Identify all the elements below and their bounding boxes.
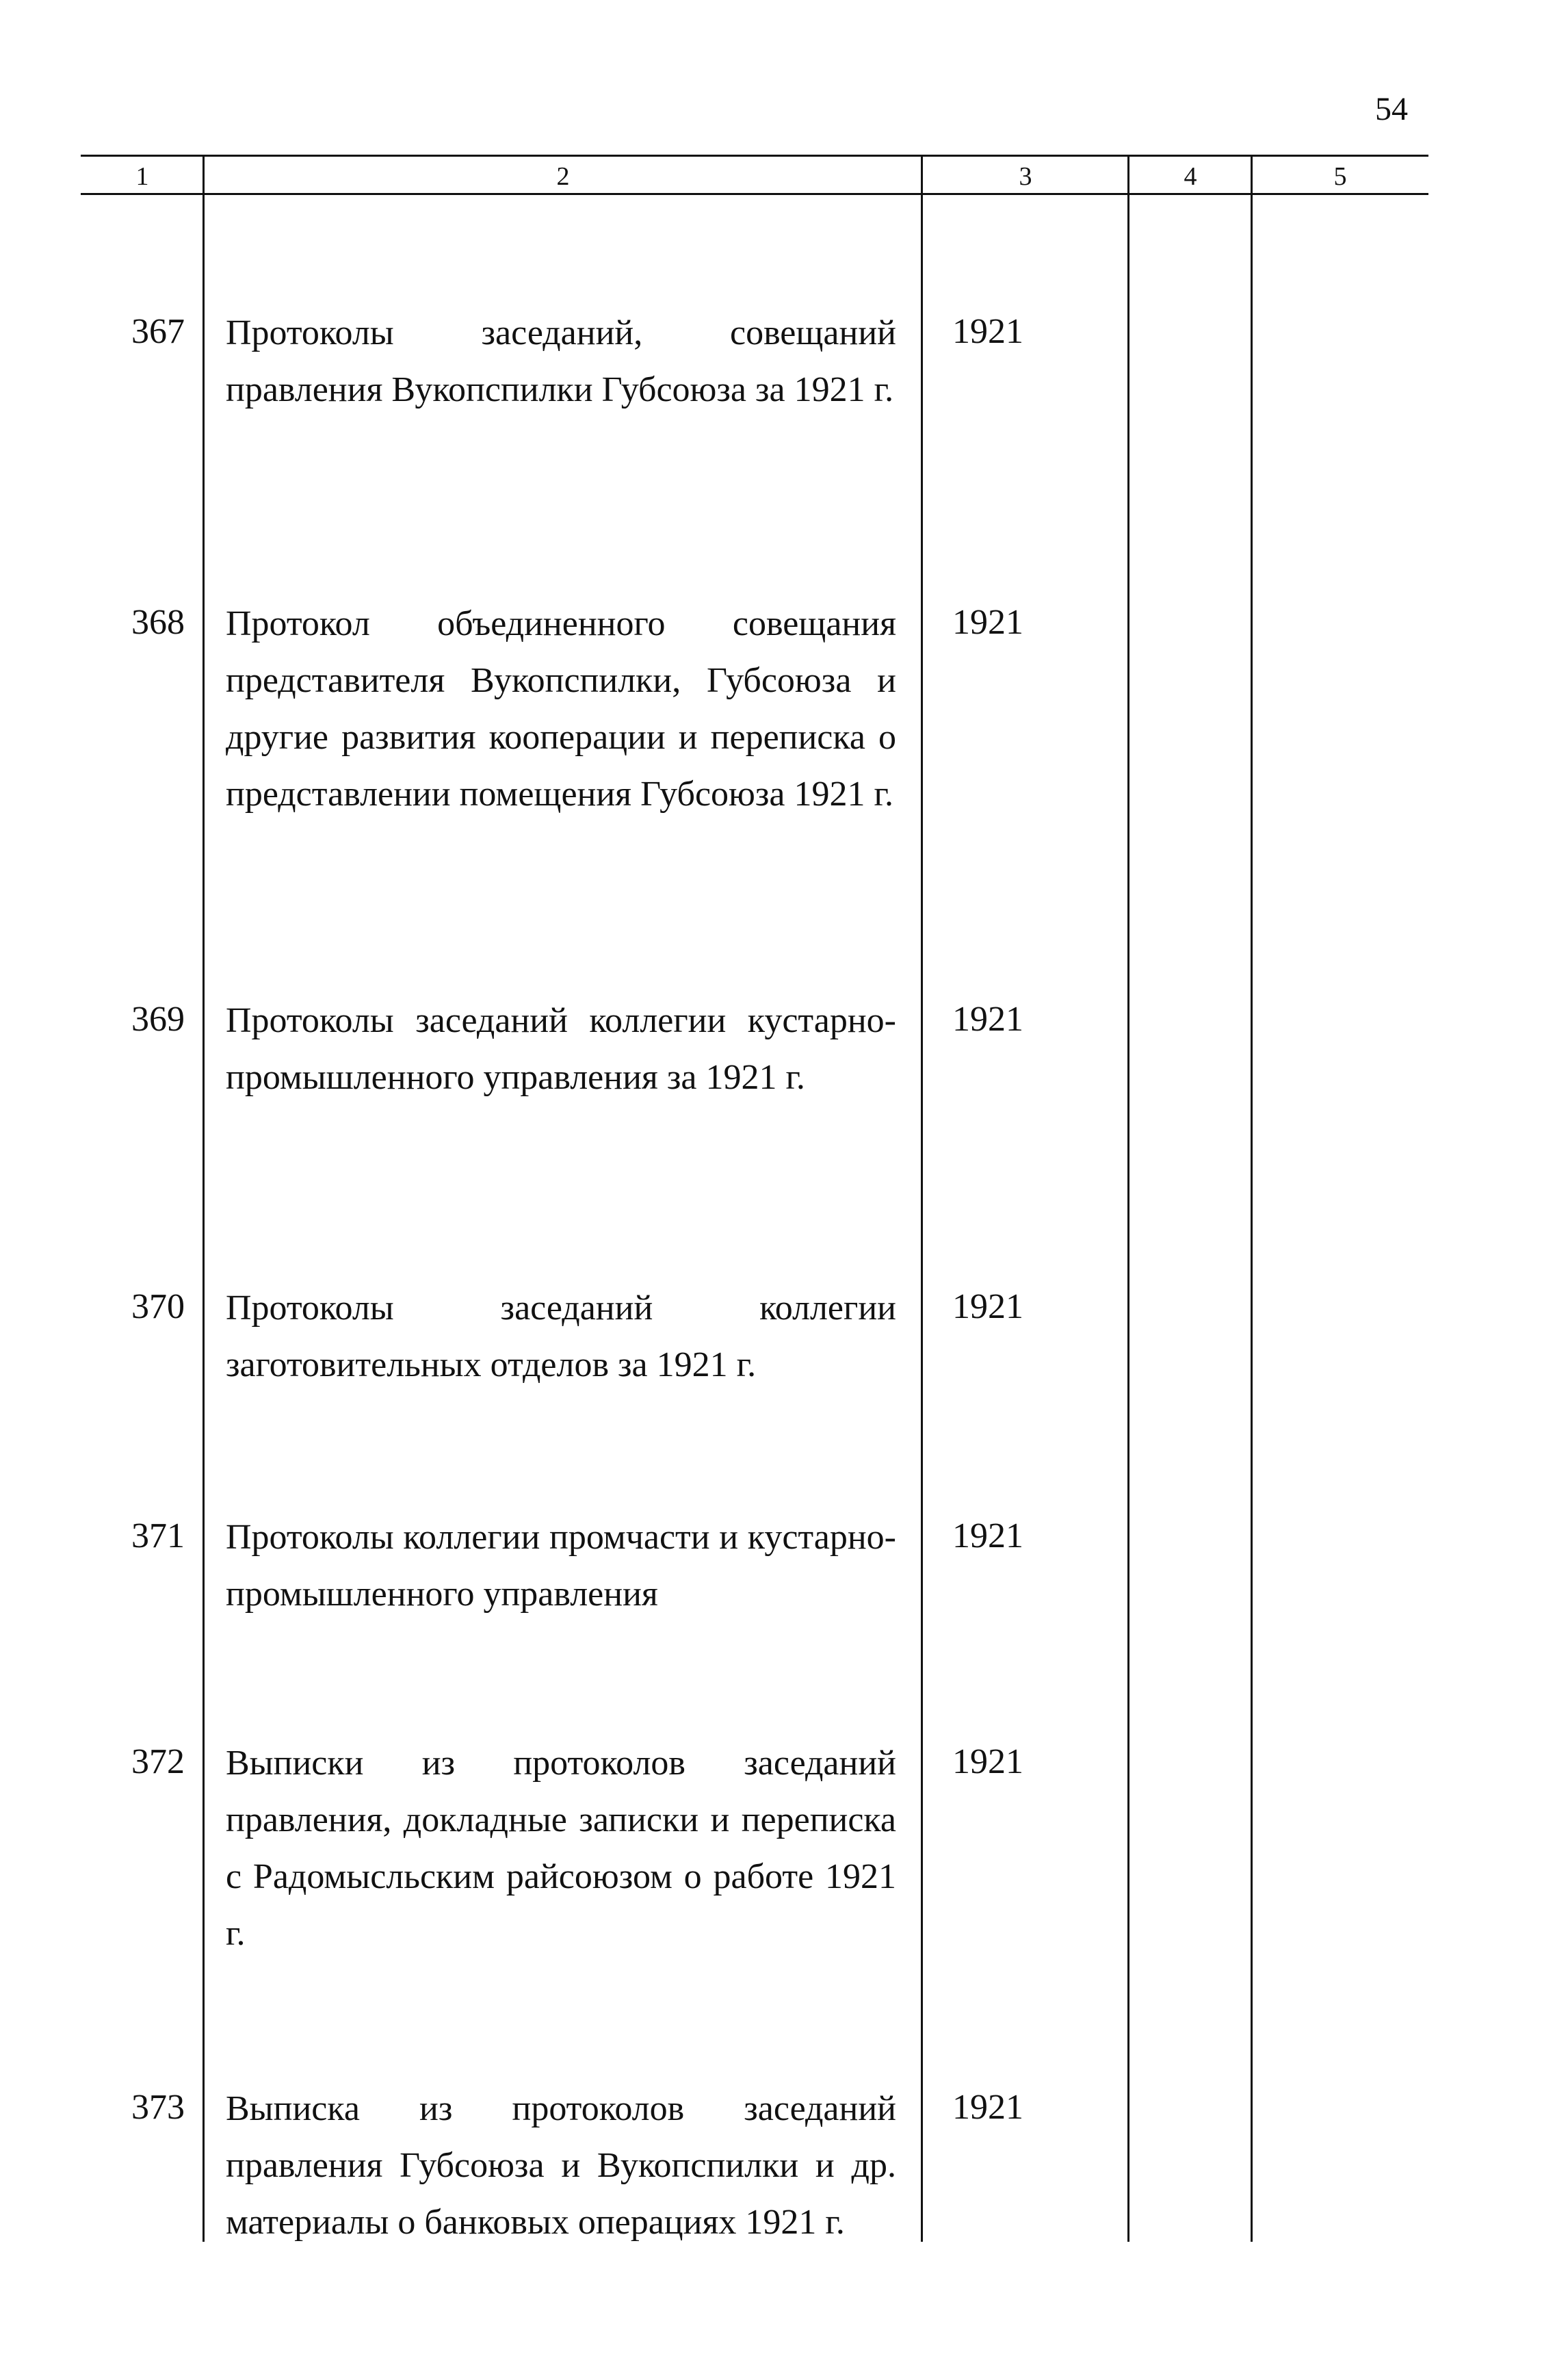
- column-divider-3: [1127, 155, 1129, 2242]
- row-number: 367: [131, 312, 185, 351]
- row-number: 372: [131, 1742, 185, 1781]
- row-description: Протоколы заседаний коллегии заготовительных отделов за 1921 г.: [226, 1289, 896, 1384]
- page-number: 54: [1375, 91, 1408, 127]
- row-year: 1921: [952, 1516, 1023, 1555]
- column-header-1: 1: [135, 162, 149, 191]
- row-number: 368: [131, 603, 185, 642]
- column-divider-4: [1251, 155, 1253, 2242]
- row-number: 369: [131, 1000, 185, 1039]
- row-year: 1921: [952, 1000, 1023, 1039]
- row-year: 1921: [952, 2088, 1023, 2127]
- column-header-5: 5: [1333, 162, 1347, 191]
- column-header-4: 4: [1184, 162, 1197, 191]
- column-header-3: 3: [1019, 162, 1032, 191]
- row-description: Протокол объединенного совещания представителя Вукопспилки, Губсоюза и другие развития кооперации и переписка о представлении помещения Губсоюза 1921 г.: [226, 604, 896, 814]
- row-number: 373: [131, 2088, 185, 2127]
- row-description: Выписки из протоколов заседаний правления, докладные записки и переписка с Радомысльским райсоюзом о работе 1921 г.: [226, 1744, 896, 1953]
- row-year: 1921: [952, 603, 1023, 642]
- row-number: 371: [131, 1516, 185, 1555]
- column-header-2: 2: [556, 162, 570, 191]
- row-description: Протоколы заседаний, совещаний правления Вукопспилки Губсоюза за 1921 г.: [226, 313, 896, 409]
- column-divider-1: [202, 155, 205, 2242]
- row-description: Протоколы заседаний коллегии кустарно-промышленного управления за 1921 г.: [226, 1001, 896, 1097]
- header-bottom-rule: [81, 193, 1428, 195]
- row-year: 1921: [952, 312, 1023, 351]
- column-divider-2: [921, 155, 923, 2242]
- header-top-rule: [81, 155, 1428, 157]
- row-description: Протоколы коллегии промчасти и кустарно-промышленного управления: [226, 1518, 896, 1614]
- row-description: Выписка из протоколов заседаний правления Губсоюза и Вукопспилки и др. материалы о банковых операциях 1921 г.: [226, 2089, 896, 2242]
- row-year: 1921: [952, 1287, 1023, 1326]
- row-number: 370: [131, 1287, 185, 1326]
- row-year: 1921: [952, 1742, 1023, 1781]
